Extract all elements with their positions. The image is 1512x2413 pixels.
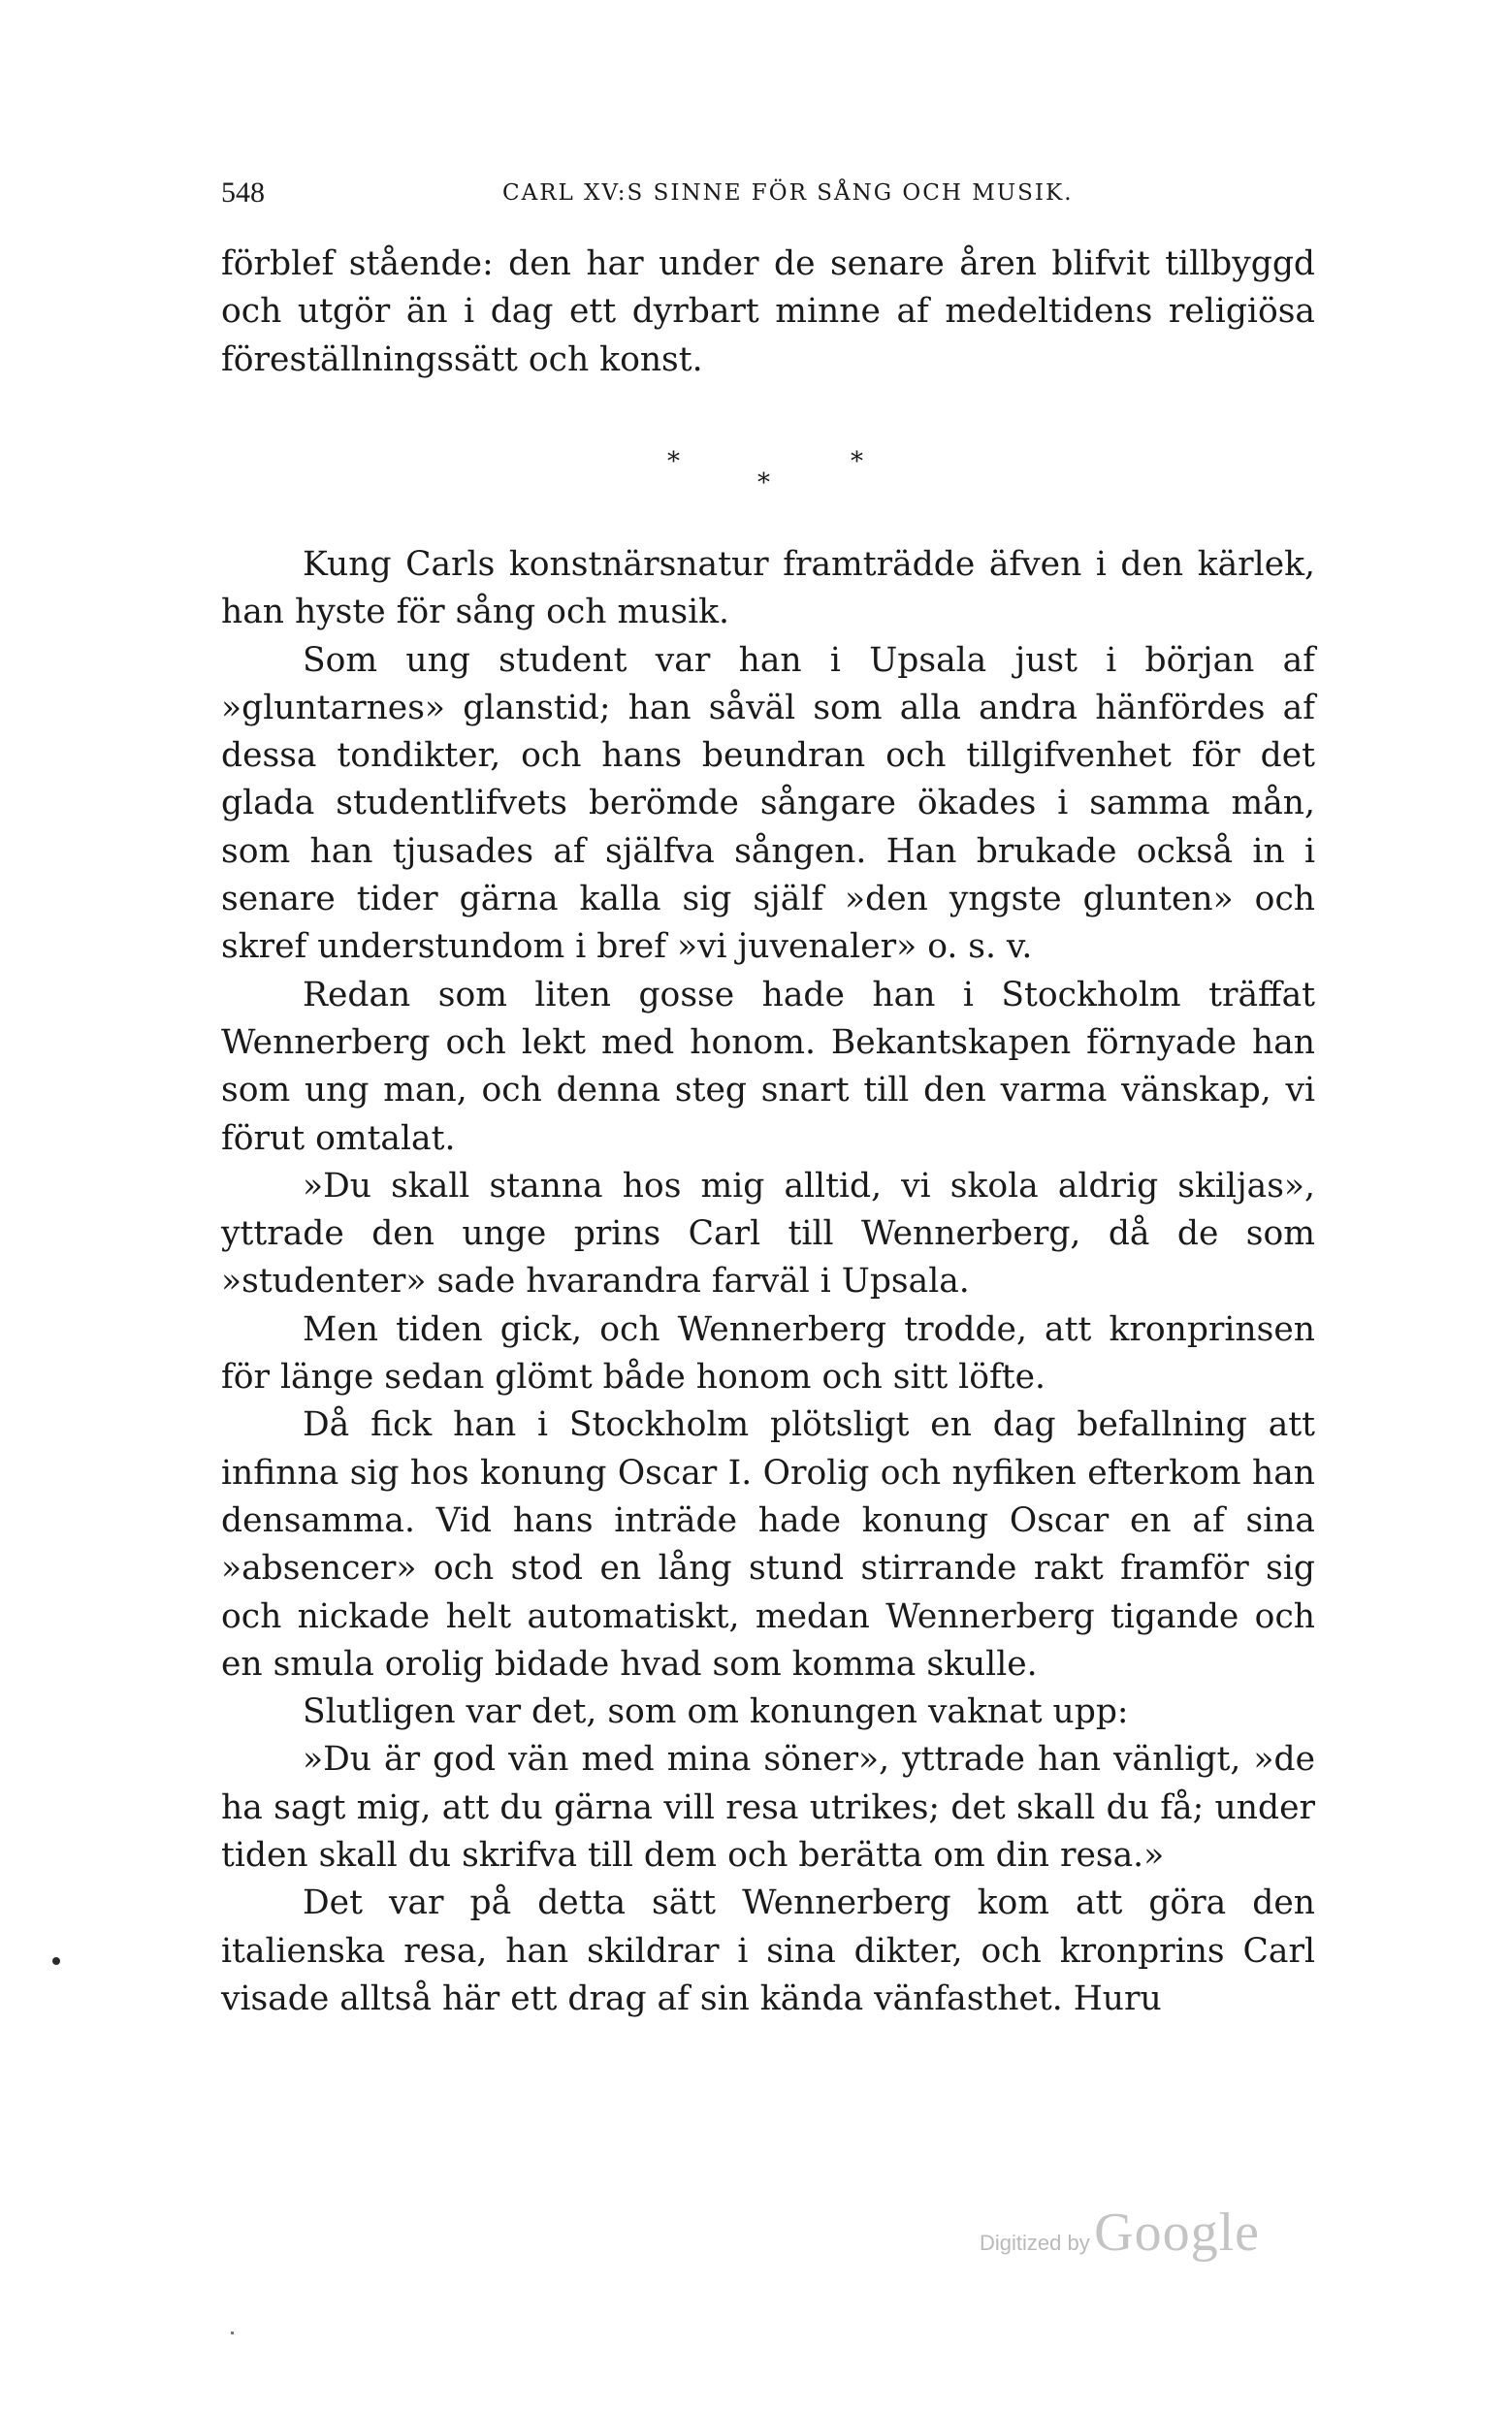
page-number: 548 xyxy=(221,177,265,209)
paragraph-5: Men tiden gick, och Wennerberg trodde, att kronprinsen för länge sedan glömt både honom och sitt löfte. xyxy=(221,1309,1315,1398)
asterisk-mark: * xyxy=(851,447,863,476)
page-header xyxy=(221,177,1315,215)
ink-spot xyxy=(52,1957,60,1965)
paragraph-9: Det var på detta sätt Wennerberg kom att göra den italienska resa, han skildrar i sina dikter, och kronprins Carl visade alltså här ett drag af sin kända vänfasthet. Huru xyxy=(221,1883,1315,2018)
asterisk-mark: * xyxy=(667,447,680,476)
watermark-prefix: Digitized by xyxy=(980,2231,1090,2255)
asterisk-mark: * xyxy=(757,468,770,498)
paragraph-1: Kung Carls konstnärsnatur framträdde äfven i den kärlek, han hyste för sång och musik. xyxy=(221,545,1315,632)
paragraph-8: »Du är god vän med mina söner», yttrade han vänligt, »de ha sagt mig, att du gärna vill resa utrikes; det skall du få; under tiden skall du skrifva till dem och berätta om din resa.» xyxy=(221,1740,1315,1876)
section-break xyxy=(221,438,1315,535)
paragraph-4: »Du skall stanna hos mig alltid, vi skola aldrig skiljas», yttrade den unge prins Carl till Wennerberg, då de som »studenter» sade hvarandra farväl i Upsala. xyxy=(221,1166,1315,1302)
watermark-brand: Google xyxy=(1094,2203,1261,2263)
body-paragraphs xyxy=(221,541,1315,2023)
main-text xyxy=(221,241,1315,2018)
digitization-watermark xyxy=(980,2202,1260,2264)
intro-paragraph: förblef stående: den har under de senare åren blifvit tillbyggd och utgör än i dag ett dyrbart minne af medeltidens religiösa föreställningssätt och konst. xyxy=(221,244,1315,379)
paragraph-2: Som ung student var han i Upsala just i början af »gluntarnes» glanstid; han såväl som alla andra hänfördes af dessa tondikter, och hans beundran och tillgifvenhet för det glada studentlifvets berömde sångare ökades i samma mån, som han tjusades af själfva sången. Han brukade också in i senare tider gärna kalla sig själf »den yngste glunten» och skref understundom i bref »vi juvenaler» o. s. v. xyxy=(221,640,1315,967)
paragraph-6: Då fick han i Stockholm plötsligt en dag befallning att infinna sig hos konung Oscar I. Orolig och nyfiken efterkom han densamma. Vid hans inträde hade konung Oscar en af sina »absencer» och stod en lång stund stirrande rakt framför sig och nickade helt automatiskt, medan Wennerberg tigande och en smula orolig bidade hvad som komma skulle. xyxy=(221,1405,1315,1684)
ink-speck xyxy=(231,2332,234,2334)
paragraph-7: Slutligen var det, som om konungen vaknat upp: xyxy=(303,1692,1129,1732)
paragraph-3: Redan som liten gosse hade han i Stockholm träffat Wennerberg och lekt med honom. Bekantskapen förnyade han som ung man, och denna steg snart till den varma vänskap, vi förut omtalat. xyxy=(221,975,1315,1158)
running-title: CARL XV:S SINNE FÖR SÅNG OCH MUSIK. xyxy=(502,180,1074,206)
